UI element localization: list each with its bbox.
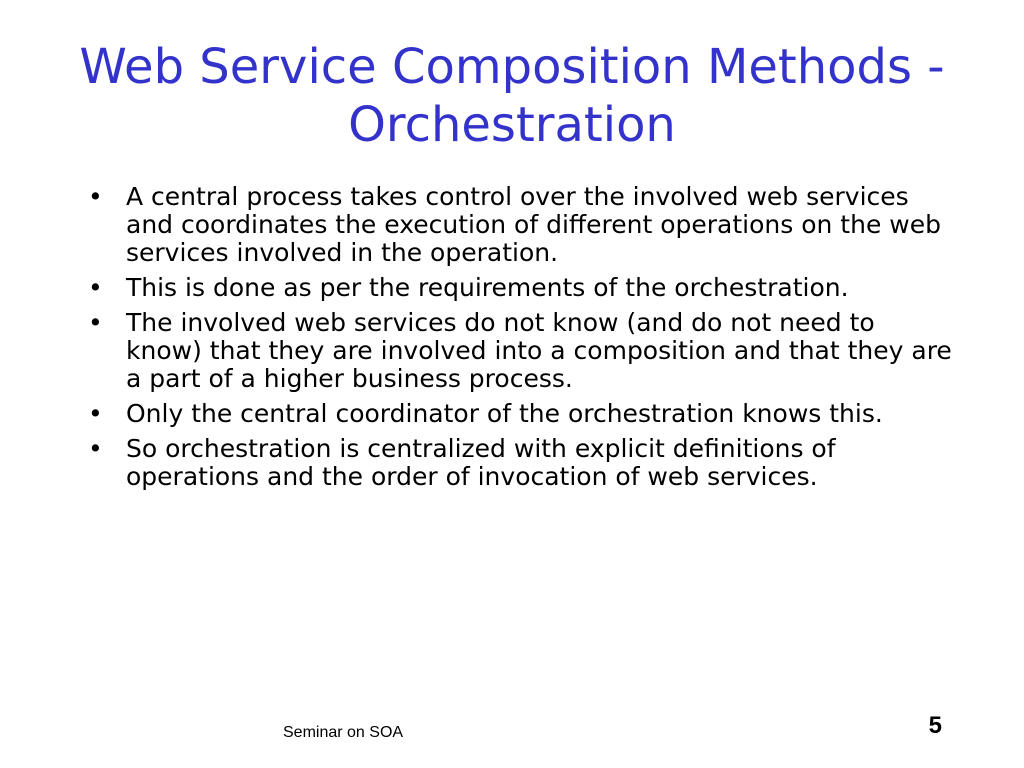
bullet-list (84, 183, 956, 498)
bullet-item (84, 435, 956, 491)
slide-footer: Seminar on SOA (283, 724, 404, 741)
bullet-item (84, 183, 956, 267)
bullet-dot-icon: • (88, 434, 103, 463)
bullet-dot-icon: • (88, 399, 103, 428)
bullet-text: A central process takes control over the involved web services and coordinates the execution of different operations on the web services involved in the operation. (126, 182, 941, 267)
bullet-text: So orchestration is centralized with explicit definitions of operations and the order of invocation of web services. (126, 434, 836, 491)
bullet-item (84, 309, 956, 393)
bullet-text: Only the central coordinator of the orchestration knows this. (126, 399, 883, 428)
bullet-item (84, 274, 956, 302)
bullet-item (84, 400, 956, 428)
bullet-dot-icon: • (88, 308, 103, 337)
slide-title: Web Service Composition Methods - Orchestration (79, 39, 945, 153)
bullet-dot-icon: • (88, 182, 103, 211)
bullet-dot-icon: • (88, 273, 103, 302)
page-number: 5 (928, 712, 942, 739)
bullet-text: This is done as per the requirements of the orchestration. (126, 273, 849, 302)
bullet-text: The involved web services do not know (and do not need to know) that they are involved into a composition and that they are a part of a higher business process. (126, 308, 952, 393)
